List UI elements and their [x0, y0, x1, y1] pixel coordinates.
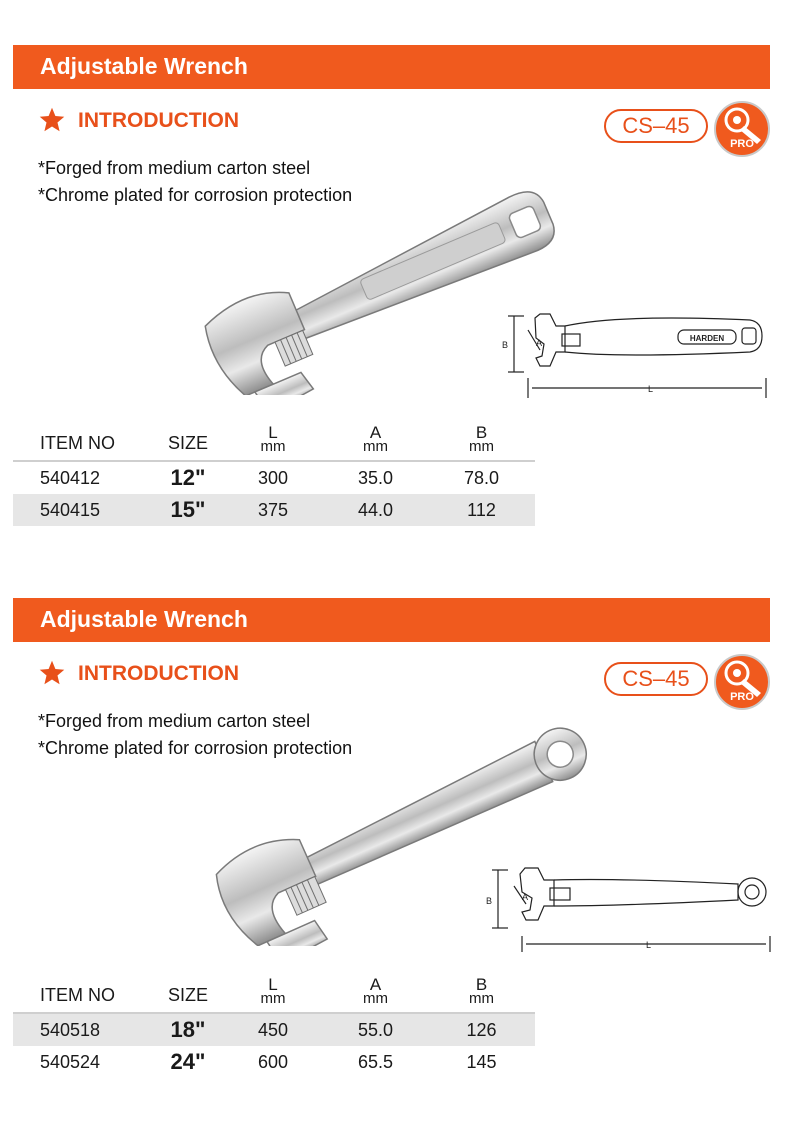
cell-item-no: 540415 — [13, 494, 153, 526]
cell-size: 24" — [170, 1049, 206, 1074]
cell-l: 300 — [257, 467, 289, 488]
product-section-2 — [0, 598, 788, 1138]
star-icon — [38, 106, 66, 134]
header-size: SIZE — [167, 985, 208, 1005]
header-l: L mm — [260, 423, 286, 455]
header-l: L mm — [260, 975, 286, 1007]
cell-a: 35.0 — [357, 467, 394, 488]
cell-a: 65.5 — [357, 1051, 394, 1072]
pro-logo-icon — [713, 100, 771, 158]
spec-table — [13, 964, 535, 1078]
pro-logo-text: PRO — [730, 138, 754, 150]
title-banner — [13, 598, 770, 642]
product-section-1 — [0, 45, 788, 585]
star-icon — [38, 659, 66, 687]
cell-size: 18" — [153, 1014, 223, 1046]
intro-heading: INTRODUCTION — [78, 662, 239, 685]
diagram-label-b: B — [502, 340, 509, 350]
cell-a: 44.0 — [323, 494, 428, 526]
feature-item: *Forged from medium carton steel — [38, 711, 311, 731]
feature-item: *Chrome plated for corrosion protection — [38, 738, 353, 758]
cell-l: 375 — [223, 494, 323, 526]
header-a: A mm — [363, 423, 388, 455]
diagram-label-a: A — [536, 338, 543, 348]
cell-size: 12" — [170, 465, 206, 490]
cell-b: 78.0 — [463, 467, 500, 488]
model-badge: CS–45 — [604, 109, 708, 143]
product-title: Adjustable Wrench — [40, 606, 248, 632]
diagram-label-l: L — [648, 384, 654, 394]
cell-b: 112 — [428, 494, 535, 526]
table-row — [13, 1014, 535, 1046]
feature-item: *Forged from medium carton steel — [38, 158, 311, 178]
feature-item: *Chrome plated for corrosion protection — [38, 185, 353, 205]
diagram-label-a: A — [522, 892, 529, 902]
pro-logo-icon — [713, 653, 771, 711]
diagram-label-b: B — [486, 896, 493, 906]
header-size: SIZE — [167, 433, 208, 453]
header-item-no: ITEM NO — [40, 433, 115, 453]
table-row — [13, 1046, 535, 1078]
table-row — [13, 494, 535, 526]
cell-size: 15" — [153, 494, 223, 526]
cell-b: 126 — [428, 1014, 535, 1046]
table-header — [13, 412, 535, 460]
title-banner — [13, 45, 770, 89]
cell-a: 55.0 — [323, 1014, 428, 1046]
pro-logo-text: PRO — [730, 691, 754, 703]
cell-b: 145 — [466, 1051, 497, 1072]
model-badge: CS–45 — [604, 662, 708, 696]
cell-item-no: 540518 — [13, 1014, 153, 1046]
table-header — [13, 964, 535, 1012]
dimension-diagram — [470, 856, 775, 956]
cell-l: 600 — [257, 1051, 289, 1072]
header-b: B mm — [469, 423, 494, 455]
table-row — [13, 462, 535, 494]
dimension-diagram — [480, 300, 772, 400]
cell-l: 450 — [223, 1014, 323, 1046]
diagram-brand: HARDEN — [689, 334, 725, 343]
spec-table — [13, 412, 535, 526]
product-title: Adjustable Wrench — [40, 53, 248, 79]
header-item-no: ITEM NO — [40, 985, 115, 1005]
cell-item-no: 540524 — [40, 1051, 101, 1072]
diagram-label-l: L — [646, 940, 652, 950]
header-a: A mm — [363, 975, 388, 1007]
header-b: B mm — [469, 975, 494, 1007]
cell-item-no: 540412 — [40, 467, 101, 488]
intro-heading: INTRODUCTION — [78, 109, 239, 132]
